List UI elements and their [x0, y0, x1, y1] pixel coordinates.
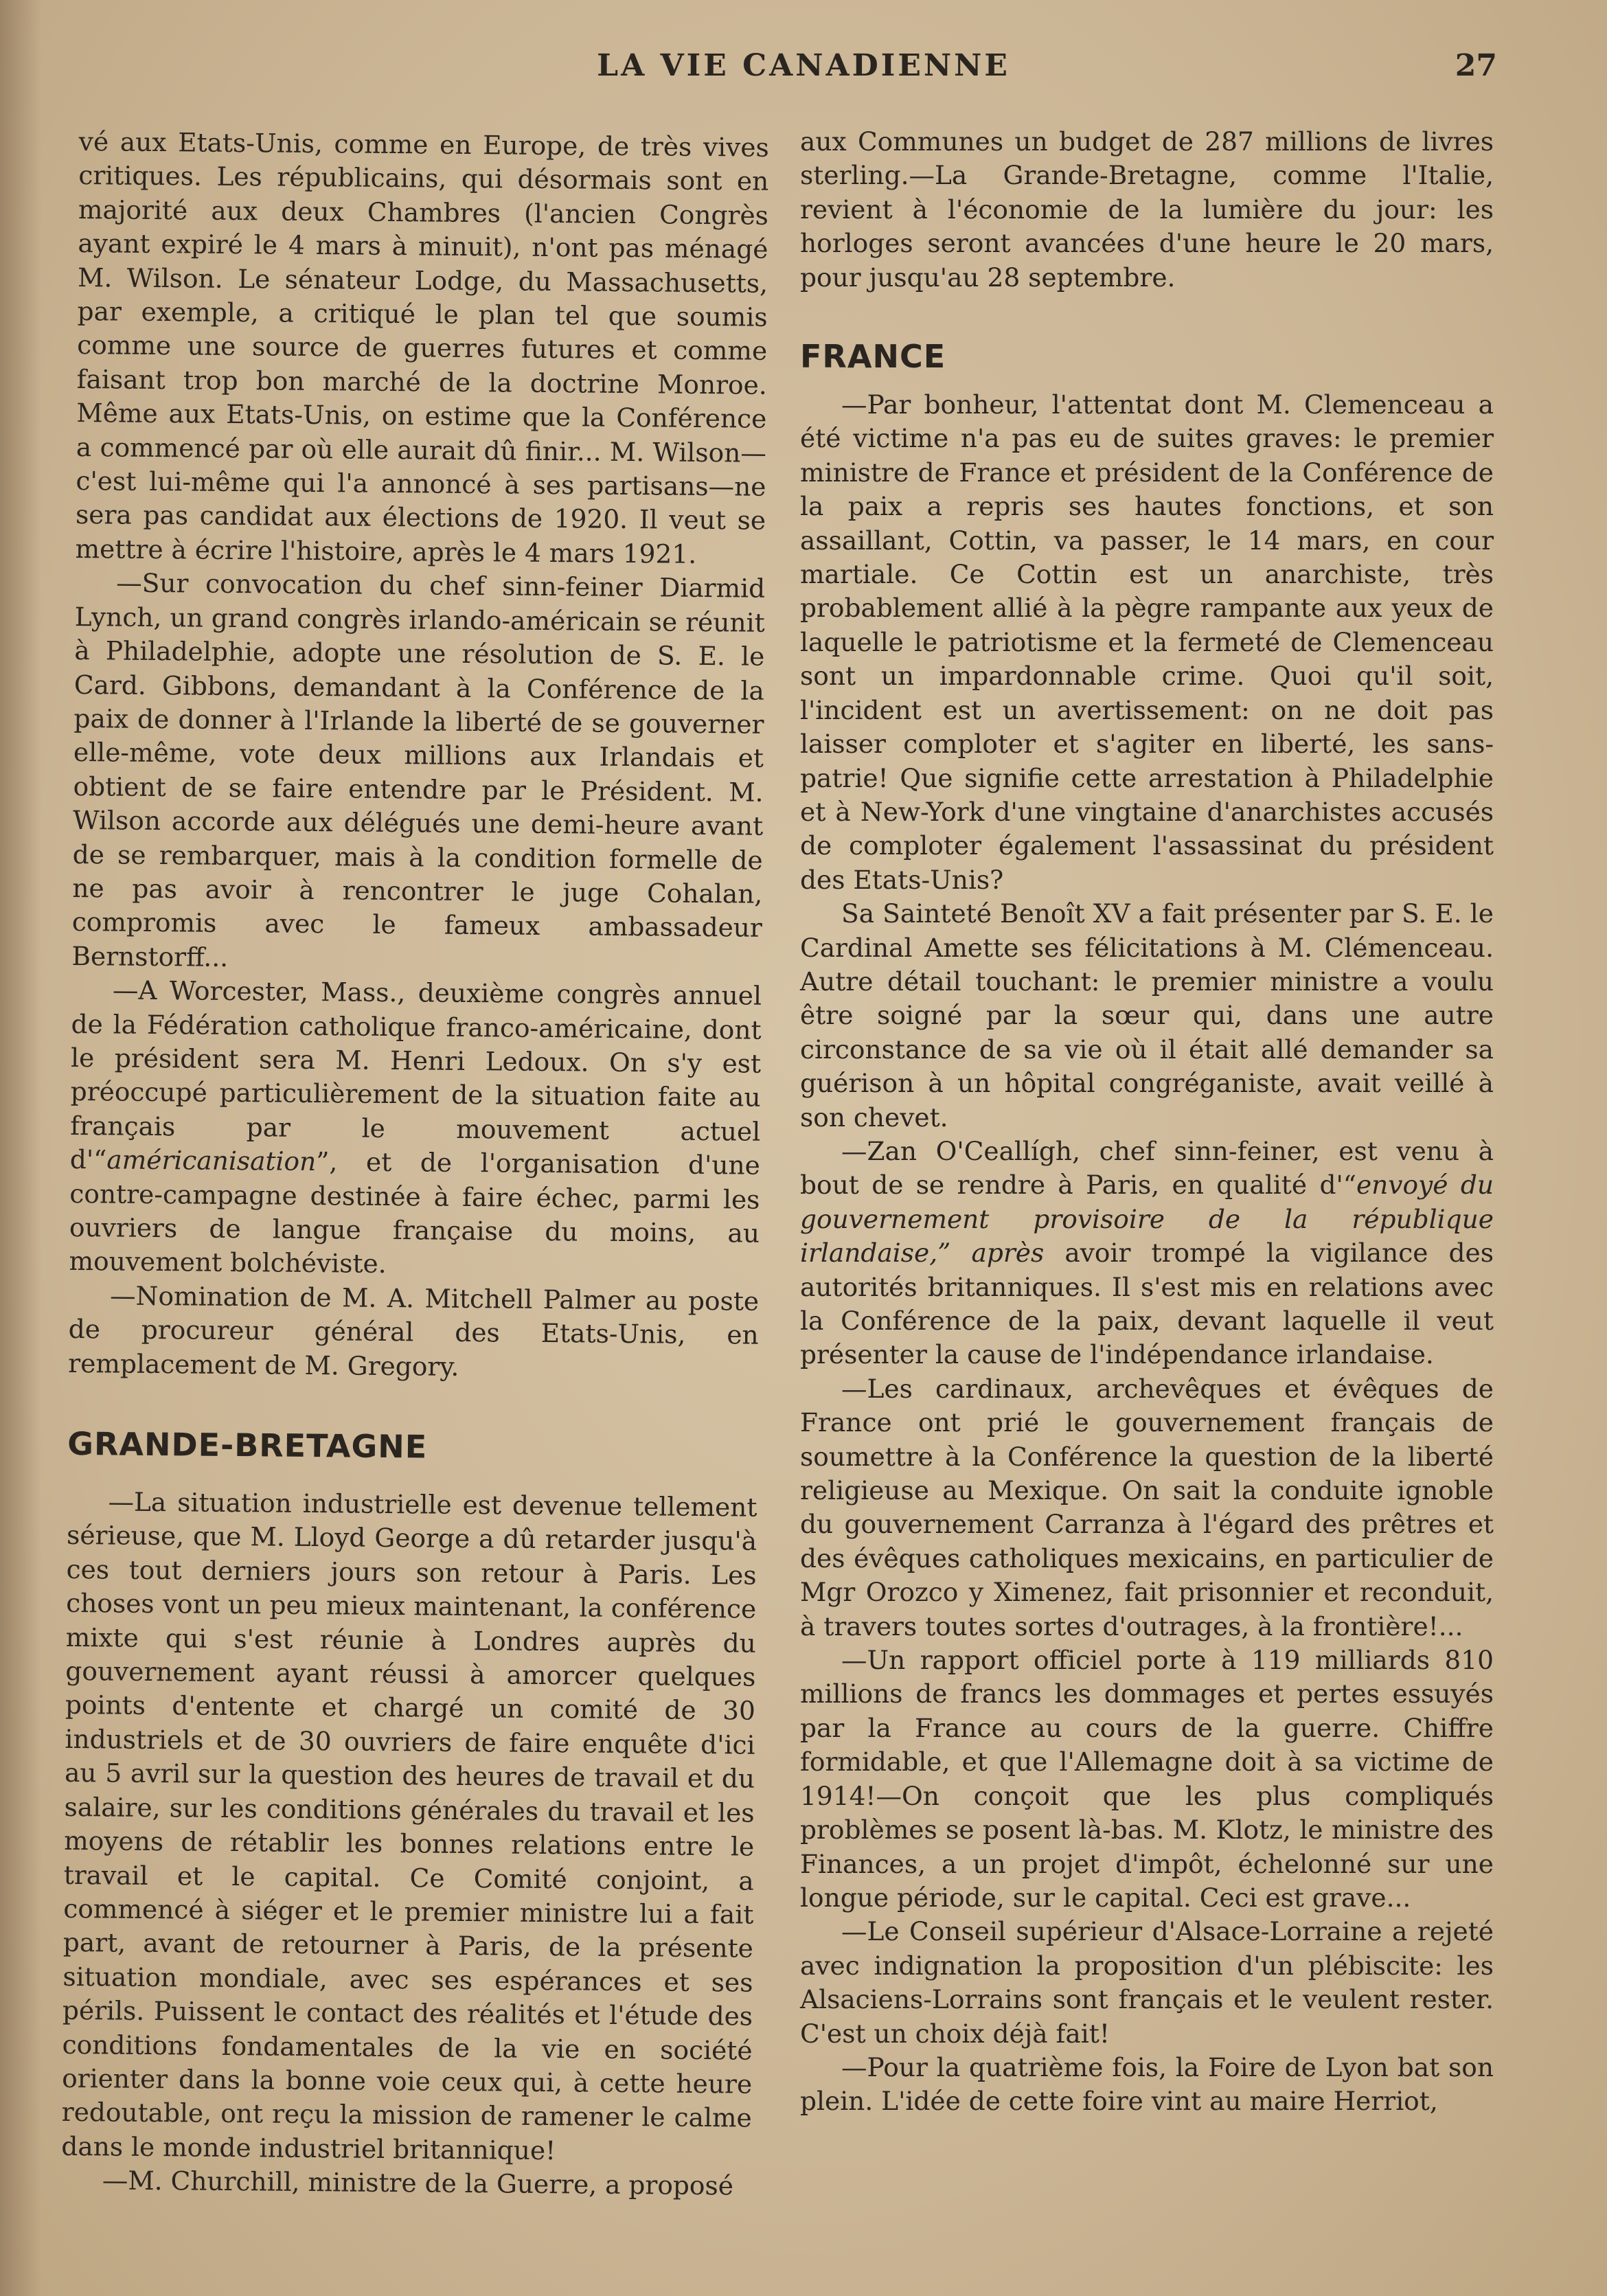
paragraph: —Les cardinaux, archevêques et évêques de France ont prié le gouvernement français de soumettre à la Conférence la question de la liberté religieuse au Mexique. On sait la conduite ignoble du gouvernement Carranza à l'égard des prêtres et des évêques catholiques mexicains, en particulier de Mgr Orozco y Ximenez, fait prisonnier et reconduit, à travers toutes sortes d'outrages, à la frontière!... — [800, 1373, 1494, 1641]
paragraph: —Pour la quatrième fois, la Foire de Lyon bat son plein. L'idée de cette foire vint au maire Herriot, — [800, 2051, 1494, 2117]
italic-term: envoyé du gouvernement provisoire de la république irlandaise,” après — [800, 1170, 1494, 1269]
paragraph: vé aux Etats-Unis, comme en Europe, de très vives critiques. Les républicains, qui désormais sont en majorité aux deux Chambres (l'ancien Congrès ayant expiré le 4 mars à minuit), n'ont pas ménagé M. Wilson. Le sénateur Lodge, du Massachusetts, par exemple, a critiqué le plan tel que soumis comme une source de guerres futures et comme faisant trop bon marché de la doctrine Monroe. Même aux Etats-Unis, on estime que la Conférence a commencé par où elle aurait dû finir... M. Wilson—c'est lui-même qui l'a annoncé à ses partisans—ne sera pas candidat aux élections de 1920. Il veut se mettre à écrire l'histoire, après le 4 mars 1921. — [75, 126, 769, 569]
section-heading-grande-bretagne: GRANDE-BRETAGNE — [67, 1424, 428, 1466]
page-header — [0, 48, 1607, 96]
paragraph: —Par bonheur, l'attentat dont M. Clemenceau a été victime n'a pas eu de suites graves: le premier ministre de France et président de la Conférence de la paix a repris ses hautes fonctions, et son assaillant, Cottin, va passer, le 14 mars, en cour martiale. Ce Cottin est un anarchiste, très probablement allié à la pègre rampante aux yeux de laquelle le patriotisme et la fermeté de Clemenceau sont un impardonnable crime. Quoi qu'il soit, l'incident est un avertissement: on ne doit pas laisser comploter et s'agiter en liberté, les sans-patrie! Que signifie cette arrestation à Philadelphie et à New-York d'une vingtaine d'anarchistes accusés de comploter également l'assassinat du président des Etats-Unis? — [800, 389, 1494, 895]
paragraph-text: —A Worcester, Mass., deuxième congrès annuel de la Fédération catholique franco-américaine, dont le président sera M. Henri Ledoux. On s'y est préoccupé particulièrement de la situation faite au français par le mouvement actuel d'“ — [69, 975, 762, 1175]
paragraph: —Un rapport officiel porte à 119 milliards 810 millions de francs les dommages et pertes essuyés par la France au cours de la guerre. Chiffre formidable, et que l'Allemagne doit à sa victime de 1914!—On conçoit que les plus compliqués problèmes se posent là-bas. M. Klotz, le ministre des Finances, a un projet d'impôt, échelonné sur une longue période, sur le capital. Ceci est grave... — [800, 1645, 1494, 1913]
page-number: 27 — [1455, 48, 1497, 83]
paragraph-text: ”, et de l'organisation d'une contre-campagne destinée à faire échec, parmi les ouvriers de langue française du moins, au mouvement bolchéviste. — [69, 1146, 761, 1280]
paragraph: aux Communes un budget de 287 millions de livres sterling.—La Grande-Bretagne, comme l'Italie, revient à l'économie de la lumière du jour: les horloges seront avancées d'une heure le 20 mars, pour jusqu'au 28 septembre. — [800, 126, 1494, 293]
left-column — [61, 125, 769, 2203]
paragraph: Sa Sainteté Benoît XV a fait présenter par S. E. le Cardinal Amette ses félicitations à M. Clémenceau. Autre détail touchant: le premier ministre a voulu être soigné par la sœur qui, dans une autre circonstance de sa vie où il était allé demander sa guérison à un hôpital congréganiste, avait veillé à son chevet. — [800, 898, 1494, 1133]
paragraph-text: —Zan O'Ceallígh, chef sinn-feiner, est venu à bout de se rendre à Paris, en qualité d'“ — [800, 1135, 1494, 1201]
paragraph: —Sur convocation du chef sinn-feiner Diarmid Lynch, un grand congrès irlando-américain se réunit à Philadelphie, adopte une résolution de S. E. le Card. Gibbons, demandant à la Conférence de la paix de donner à l'Irlande la liberté de se gouverner elle-même, vote deux millions aux Irlandais et obtient de se faire entendre par le Président. M. Wilson accorde aux délégués une demi-heure avant de se rembarquer, mais à la condition formelle de ne pas avoir à rencontrer le juge Cohalan, compromis avec le fameux ambassadeur Bernstorff... — [71, 567, 766, 973]
running-title: LA VIE CANADIENNE — [597, 48, 1010, 83]
paragraph — [800, 1135, 1494, 1372]
paragraph — [69, 973, 762, 1284]
section-heading-france: FRANCE — [800, 338, 946, 376]
right-column — [800, 125, 1494, 2119]
page-shadow — [0, 0, 41, 2296]
paragraph: —M. Churchill, ministre de la Guerre, a proposé — [102, 2165, 734, 2201]
paragraph: —Le Conseil supérieur d'Alsace-Lorraine a rejeté avec indignation la proposition d'un plébiscite: les Alsaciens-Lorrains sont français et le veulent rester. C'est un choix déjà fait! — [800, 1916, 1494, 2049]
paragraph: —La situation industrielle est devenue tellement sérieuse, que M. Lloyd George a dû retarder jusqu'à ces tout derniers jours son retour à Paris. Les choses vont un peu mieux maintenant, la conférence mixte qui s'est réunie à Londres auprès du gouvernement ayant réussi à amorcer quelques points d'entente et chargé un comité de 30 industriels et de 30 ouvriers de faire enquête d'ici au 5 avril sur la question des heures de travail et du salaire, sur les conditions générales du travail et les moyens de rétablir les bonnes relations entre le travail et le capital. Ce Comité conjoint, a commencé à siéger et le premier ministre lui a fait part, avant de retourner à Paris, de la présente situation mondiale, avec ses espérances et ses périls. Puissent le contact des réalités et l'étude des conditions fondamentales de la vie en société orienter dans la bonne voie ceux qui, à cette heure redoutable, ont reçu la mission de ramener le calme dans le monde industriel britannique! — [61, 1486, 757, 2166]
paragraph: —Nomination de M. A. Mitchell Palmer au poste de procureur général des Etats-Unis, en remplacement de M. Gregory. — [68, 1280, 760, 1382]
italic-term: américanisation — [106, 1144, 317, 1177]
paragraph-text: avoir trompé la vigilance des autorités britanniques. Il s'est mis en relations avec la Conférence de la paix, devant laquelle il veut présenter la cause de l'indépendance irlandaise. — [800, 1238, 1494, 1370]
